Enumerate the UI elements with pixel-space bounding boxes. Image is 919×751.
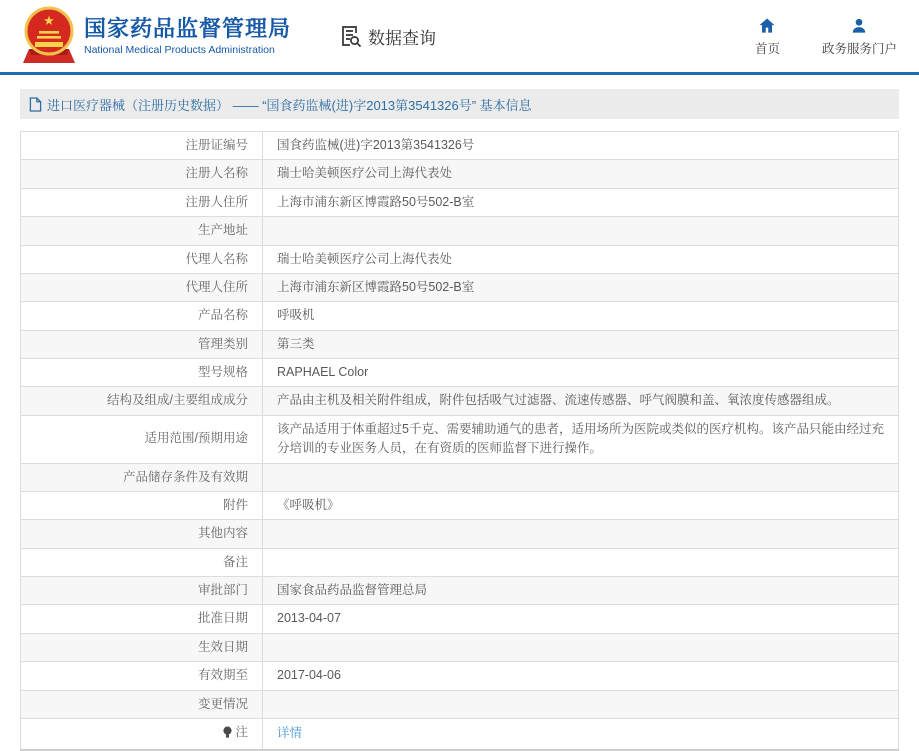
table-row [21,188,899,216]
svg-text:★: ★ [43,13,55,28]
row-value: 上海市浦东新区博霞路50号502-B室 [263,188,899,216]
table-row [21,330,899,358]
row-value: 2013-04-07 [263,605,899,633]
row-label: 有效期至 [21,662,263,690]
row-value [263,548,899,576]
row-label: 注册人住所 [21,188,263,216]
table-row [21,273,899,301]
nav-home-label: 首页 [754,41,780,56]
row-label: 批准日期 [21,605,263,633]
row-value: 上海市浦东新区博霞路50号502-B室 [263,273,899,301]
site-title-block [84,16,291,56]
row-value: 2017-04-06 [263,662,899,690]
user-icon [849,16,869,36]
home-icon [757,16,777,36]
table-row [21,302,899,330]
row-label: 备注 [21,548,263,576]
row-label: 审批部门 [21,577,263,605]
table-row [21,132,899,160]
row-label: 生效日期 [21,633,263,661]
row-label: 变更情况 [21,690,263,718]
table-row [21,520,899,548]
document-icon [29,97,42,112]
table-row [21,160,899,188]
row-value: 瑞士哈美顿医疗公司上海代表处 [263,160,899,188]
row-value: 《呼吸机》 [263,491,899,519]
row-value [263,217,899,245]
table-row [21,359,899,387]
table-row [21,690,899,718]
nav-home[interactable] [755,16,780,57]
table-row [21,387,899,415]
row-label: 管理类别 [21,330,263,358]
row-label: 型号规格 [21,359,263,387]
breadcrumb-text: 进口医疗器械（注册历史数据） —— “国食药监械(进)字2013第3541326号” 基本信息 [47,97,532,113]
row-value: RAPHAEL Color [263,359,899,387]
table-row [21,245,899,273]
note-row [21,718,899,750]
row-label: 产品储存条件及有效期 [21,463,263,491]
row-label: 适用范围/预期用途 [21,415,263,463]
table-row [21,491,899,519]
national-emblem-logo [22,5,76,67]
row-value [263,690,899,718]
breadcrumb [20,89,899,119]
row-value: 该产品适用于体重超过5千克、需要辅助通气的患者，适用场所为医院或类似的医疗机构。该产品只能由经过充分培训的专业医务人员，在有资质的医师监督下进行操作。 [263,415,899,463]
row-value [263,520,899,548]
registration-info-table [20,131,899,751]
table-row [21,548,899,576]
table-row [21,577,899,605]
table-row [21,415,899,463]
note-label: 注 [235,724,248,739]
nav-service-portal-label: 政务服务门户 [821,41,897,56]
header-divider [0,72,919,75]
row-label: 生产地址 [21,217,263,245]
row-label: 代理人住所 [21,273,263,301]
site-header [0,0,919,72]
data-query-entry[interactable] [339,24,436,49]
row-label: 结构及组成/主要组成成分 [21,387,263,415]
row-value: 第三类 [263,330,899,358]
row-value [263,633,899,661]
row-value: 呼吸机 [263,302,899,330]
row-value: 产品由主机及相关附件组成，附件包括吸气过滤器、流速传感器、呼气阀膜和盖、氧浓度传感器组成。 [263,387,899,415]
data-query-label: 数据查询 [368,28,437,48]
table-row [21,463,899,491]
row-label: 注册证编号 [21,132,263,160]
note-value-cell [263,718,899,750]
row-label: 产品名称 [21,302,263,330]
table-row [21,605,899,633]
site-title: 国家药品监督管理局 [84,15,292,41]
row-value: 瑞士哈美顿医疗公司上海代表处 [263,245,899,273]
row-value [263,463,899,491]
site-subtitle: National Medical Products Administration [84,44,275,57]
note-label-cell [21,718,263,750]
row-label: 代理人名称 [21,245,263,273]
row-value: 国家食品药品监督管理总局 [263,577,899,605]
table-row [21,217,899,245]
table-row [21,633,899,661]
details-link[interactable]: 详情 [277,726,303,741]
data-query-icon [339,24,363,48]
bulb-icon [222,726,233,739]
table-row [21,662,899,690]
nav-service-portal[interactable] [822,16,897,57]
row-label: 其他内容 [21,520,263,548]
row-value: 国食药监械(进)字2013第3541326号 [263,132,899,160]
row-label: 注册人名称 [21,160,263,188]
row-label: 附件 [21,491,263,519]
